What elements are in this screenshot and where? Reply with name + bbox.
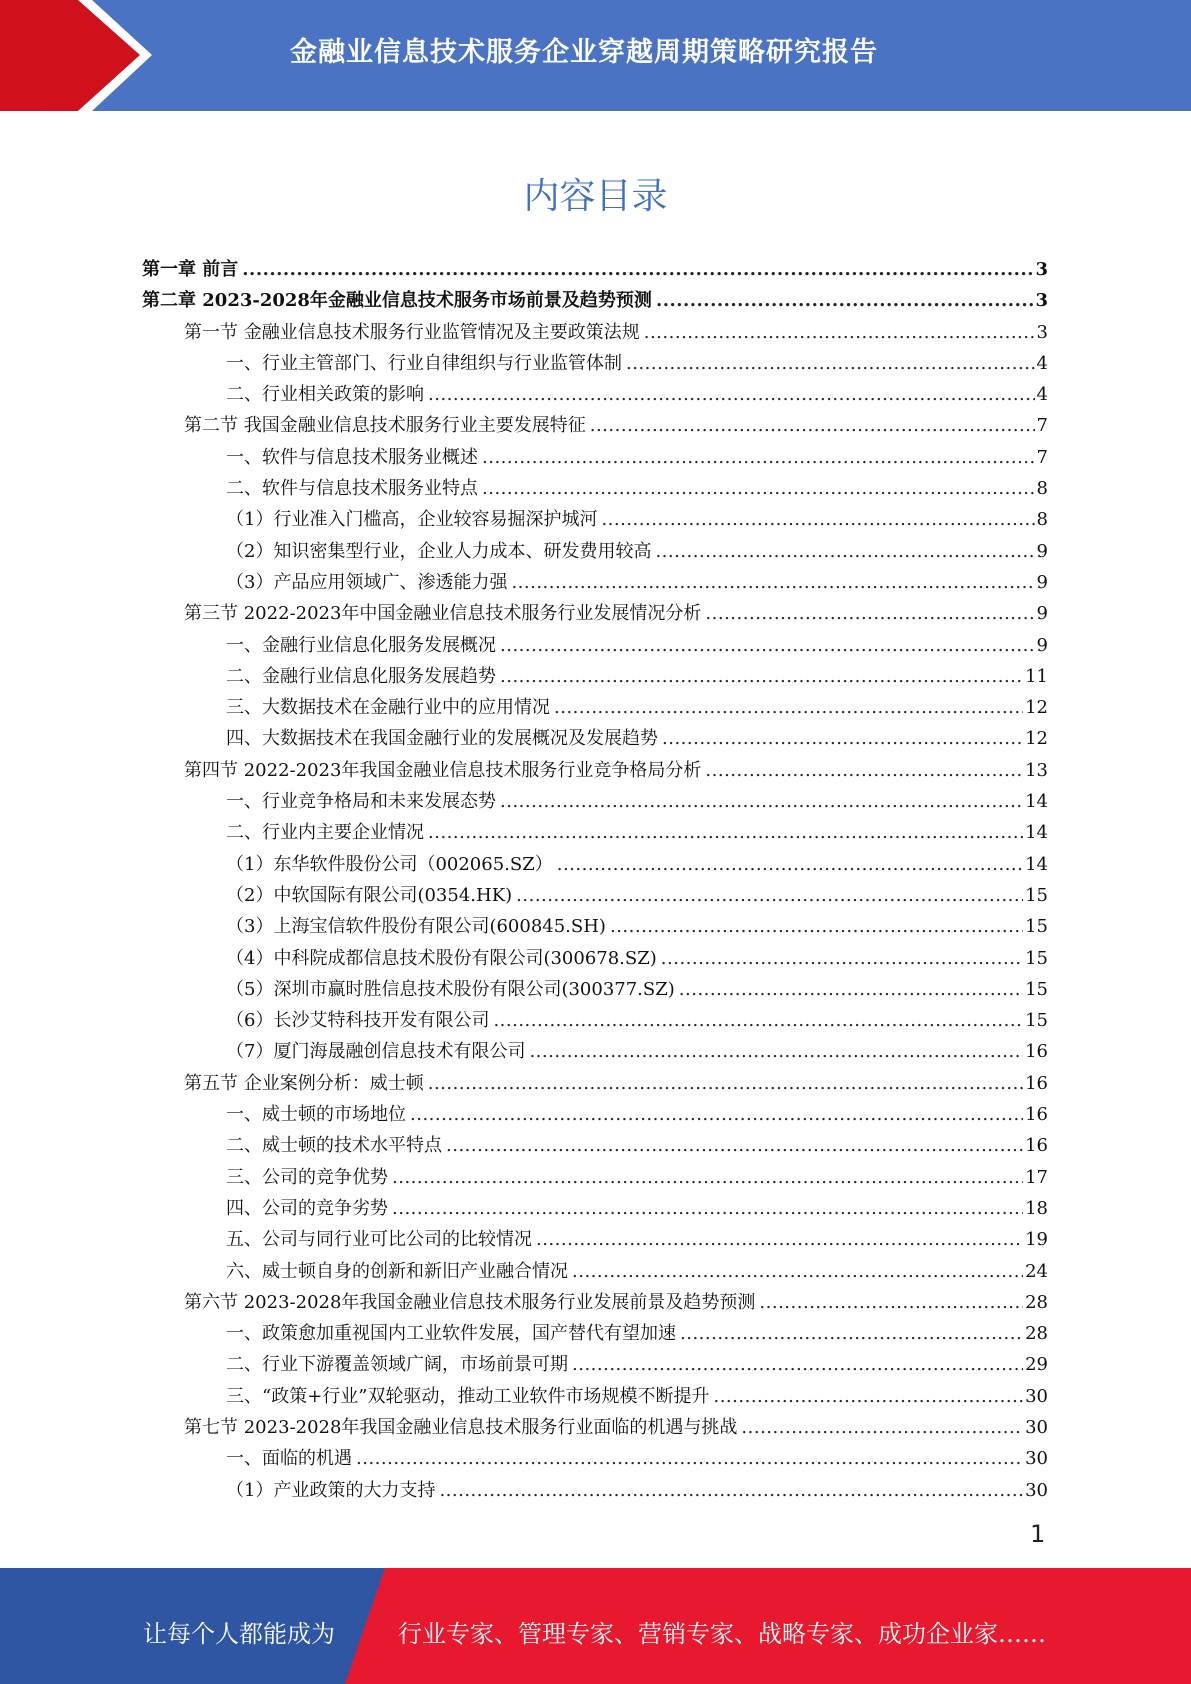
toc-entry[interactable] — [142, 882, 1048, 913]
toc-entry-text: 第二节 我国金融业信息技术服务行业主要发展特征 — [184, 415, 586, 437]
toc-entry-text: 一、面临的机遇 — [226, 1448, 352, 1470]
toc-entry[interactable] — [142, 1226, 1048, 1257]
toc-entry-text: 第六节 2023-2028年我国金融业信息技术服务行业发展前景及趋势预测 — [184, 1291, 756, 1313]
toc-dot-leader — [572, 1351, 1023, 1379]
toc-entry-text: （4）中科院成都信息技术股份有限公司(300678.SZ) — [226, 947, 657, 969]
toc-entry-page: 17 — [1025, 1166, 1048, 1188]
toc-entry-page: 14 — [1025, 822, 1048, 844]
toc-entry[interactable] — [142, 350, 1048, 381]
toc-dot-leader — [601, 506, 1034, 534]
toc-entry-text: 第七节 2023-2028年我国金融业信息技术服务行业面临的机遇与挑战 — [184, 1416, 738, 1438]
toc-entry-text: 二、金融行业信息化服务发展趋势 — [226, 665, 496, 687]
toc-entry-page: 29 — [1025, 1354, 1048, 1376]
toc-entry[interactable] — [142, 913, 1048, 944]
toc-dot-leader — [662, 725, 1023, 753]
toc-entry-page: 8 — [1036, 509, 1048, 531]
toc-entry[interactable] — [142, 1351, 1048, 1382]
toc-dot-leader — [656, 287, 1034, 315]
toc-entry[interactable] — [142, 600, 1048, 631]
toc-entry-text: （6）长沙艾特科技开发有限公司 — [226, 1010, 490, 1032]
toc-entry-page: 14 — [1025, 791, 1048, 813]
toc-dot-leader — [428, 819, 1023, 847]
toc-dot-leader — [644, 319, 1035, 347]
toc-dot-leader — [705, 600, 1034, 628]
toc-entry[interactable] — [142, 1289, 1048, 1320]
toc-title: 内容目录 — [523, 176, 668, 217]
toc-entry-text: （1）东华软件股份公司（002065.SZ） — [226, 853, 553, 875]
toc-entry[interactable] — [142, 1383, 1048, 1414]
toc-entry-text: （2）知识密集型行业，企业人力成本、研发费用较高 — [226, 540, 652, 562]
toc-dot-leader — [655, 538, 1034, 566]
toc-dot-leader — [428, 1070, 1023, 1098]
toc-entry-text: 第四节 2022-2023年我国金融业信息技术服务行业竞争格局分析 — [184, 759, 702, 781]
toc-entry-page: 13 — [1025, 759, 1048, 781]
page-number: 1 — [1030, 1520, 1046, 1548]
toc-entry-text: 六、威士顿自身的创新和新旧产业融合情况 — [226, 1260, 568, 1282]
toc-entry[interactable] — [142, 663, 1048, 694]
toc-entry-text: 一、威士顿的市场地位 — [226, 1104, 406, 1126]
footer-slogan-right: 行业专家、管理专家、营销专家、战略专家、成功企业家…… — [398, 1620, 1046, 1648]
toc-dot-leader — [439, 1477, 1023, 1505]
toc-entry-text: 一、行业竞争格局和未来发展态势 — [226, 791, 496, 813]
toc-dot-leader — [536, 1226, 1023, 1254]
toc-dot-leader — [511, 569, 1034, 597]
toc-entry[interactable] — [142, 1007, 1048, 1038]
toc-entry[interactable] — [142, 506, 1048, 537]
toc-entry-page: 4 — [1036, 352, 1048, 374]
toc-entry[interactable] — [142, 976, 1048, 1007]
toc-entry-text: （3）上海宝信软件股份有限公司(600845.SH) — [226, 916, 606, 938]
toc-dot-leader — [713, 1383, 1023, 1411]
toc-dot-leader — [392, 1164, 1023, 1192]
toc-dot-leader — [680, 1320, 1023, 1348]
toc-dot-leader — [356, 1445, 1023, 1473]
toc-entry[interactable] — [142, 757, 1048, 788]
toc-entry[interactable] — [142, 381, 1048, 412]
report-title: 金融业信息技术服务企业穿越周期策略研究报告 — [290, 37, 878, 68]
toc-entry[interactable] — [142, 1195, 1048, 1226]
toc-entry-page: 15 — [1025, 978, 1048, 1000]
toc-entry-page: 30 — [1025, 1448, 1048, 1470]
toc-entry-text: 五、公司与同行业可比公司的比较情况 — [226, 1229, 532, 1251]
toc-entry[interactable] — [142, 694, 1048, 725]
toc-entry[interactable] — [142, 1038, 1048, 1069]
toc-entry-text: 一、行业主管部门、行业自律组织与行业监管体制 — [226, 352, 622, 374]
toc-entry-text: 二、软件与信息技术服务业特点 — [226, 478, 478, 500]
toc-entry-text: 第一章 前言 — [142, 259, 239, 280]
toc-dot-leader — [392, 1195, 1023, 1223]
toc-entry-text: 二、行业相关政策的影响 — [226, 384, 424, 406]
toc-entry-page: 16 — [1025, 1041, 1048, 1063]
toc-entry-page: 4 — [1036, 384, 1048, 406]
toc-dot-leader — [741, 1414, 1023, 1442]
toc-entry[interactable] — [142, 1070, 1048, 1101]
toc-entry-text: 四、大数据技术在我国金融行业的发展概况及发展趋势 — [226, 728, 658, 750]
toc-entry-page: 7 — [1036, 415, 1048, 437]
toc-entry[interactable] — [142, 1258, 1048, 1289]
toc-entry-page: 15 — [1025, 916, 1048, 938]
toc-entry[interactable] — [142, 632, 1048, 663]
footer-slogan-left: 让每个人都能成为 — [143, 1620, 335, 1648]
toc-entry-text: 二、行业内主要企业情况 — [226, 822, 424, 844]
toc-entry[interactable] — [142, 1164, 1048, 1195]
toc-entry[interactable] — [142, 412, 1048, 443]
toc-entry-page: 30 — [1025, 1385, 1048, 1407]
header-red-arrow-icon — [0, 0, 160, 111]
toc-entry[interactable] — [142, 1101, 1048, 1132]
toc-dot-leader — [500, 632, 1035, 660]
toc-entry[interactable] — [142, 1132, 1048, 1163]
toc-entry-page: 3 — [1035, 290, 1048, 312]
toc-entry-page: 3 — [1035, 259, 1048, 280]
toc-dot-leader — [679, 976, 1023, 1004]
toc-entry-text: （1）行业准入门槛高，企业较容易掘深护城河 — [226, 509, 598, 531]
toc-entry-text: （2）中软国际有限公司(0354.HK) — [226, 884, 513, 906]
toc-entry-text: （7）厦门海晟融创信息技术有限公司 — [226, 1041, 526, 1063]
toc-entry[interactable] — [142, 475, 1048, 506]
toc-entry-text: 三、大数据技术在金融行业中的应用情况 — [226, 697, 550, 719]
toc-entry[interactable] — [142, 1320, 1048, 1351]
toc-entry-text: 二、威士顿的技术水平特点 — [226, 1135, 442, 1157]
toc-dot-leader — [572, 1258, 1023, 1286]
toc-entry[interactable] — [142, 851, 1048, 882]
toc-entry-page: 14 — [1025, 853, 1048, 875]
toc-entry[interactable] — [142, 725, 1048, 756]
toc-entry-page: 9 — [1036, 571, 1048, 593]
toc-entry[interactable] — [142, 788, 1048, 819]
toc-entry-page: 15 — [1025, 1010, 1048, 1032]
toc-dot-leader — [410, 1101, 1023, 1129]
toc-entry-page: 19 — [1025, 1229, 1048, 1251]
toc-entry[interactable] — [142, 569, 1048, 600]
toc-entry[interactable] — [142, 444, 1048, 475]
toc-dot-leader — [661, 945, 1023, 973]
toc-entry[interactable] — [142, 256, 1048, 287]
toc-dot-leader — [529, 1038, 1023, 1066]
footer-banner — [0, 1568, 1191, 1684]
toc-entry-page: 3 — [1036, 321, 1048, 343]
toc-entry[interactable] — [142, 945, 1048, 976]
toc-dot-leader — [242, 256, 1033, 284]
toc-entry[interactable] — [142, 1477, 1048, 1508]
toc-dot-leader — [482, 475, 1035, 503]
toc-entry-text: 第二章 2023-2028年金融业信息技术服务市场前景及趋势预测 — [142, 290, 652, 312]
toc-dot-leader — [500, 663, 1023, 691]
toc-dot-leader — [626, 350, 1035, 378]
toc-entry-text: 三、公司的竞争优势 — [226, 1166, 388, 1188]
toc-entry-page: 24 — [1025, 1260, 1048, 1282]
toc-entry-page: 15 — [1025, 884, 1048, 906]
toc-entry-page: 18 — [1025, 1197, 1048, 1219]
toc-entry-page: 7 — [1036, 446, 1048, 468]
toc-entry-page: 9 — [1036, 540, 1048, 562]
toc-entry-page: 9 — [1036, 634, 1048, 656]
toc-entry[interactable] — [142, 1445, 1048, 1476]
toc-entry-page: 16 — [1025, 1135, 1048, 1157]
toc-dot-leader — [705, 757, 1023, 785]
toc-entry-text: （1）产业政策的大力支持 — [226, 1479, 436, 1501]
toc-entry-page: 30 — [1025, 1479, 1048, 1501]
toc-entry[interactable] — [142, 287, 1048, 318]
toc-entry-text: 第一节 金融业信息技术服务行业监管情况及主要政策法规 — [184, 321, 640, 343]
toc-entry-text: 二、行业下游覆盖领域广阔，市场前景可期 — [226, 1354, 568, 1376]
toc-dot-leader — [554, 694, 1023, 722]
toc-entry-text: （5）深圳市赢时胜信息技术股份有限公司(300377.SZ) — [226, 978, 675, 1000]
toc-entry-page: 28 — [1025, 1323, 1048, 1345]
toc-entry-page: 16 — [1025, 1104, 1048, 1126]
toc-entry-text: 三、“政策+行业”双轮驱动，推动工业软件市场规模不断提升 — [226, 1385, 710, 1407]
toc-entry-page: 8 — [1036, 478, 1048, 500]
toc-entry-text: 第三节 2022-2023年中国金融业信息技术服务行业发展情况分析 — [184, 603, 702, 625]
table-of-contents — [142, 256, 1048, 1508]
toc-entry-text: 一、政策愈加重视国内工业软件发展，国产替代有望加速 — [226, 1323, 676, 1345]
toc-entry-text: 第五节 企业案例分析：威士顿 — [184, 1072, 424, 1094]
toc-entry-page: 28 — [1025, 1291, 1048, 1313]
toc-dot-leader — [610, 913, 1023, 941]
toc-entry-page: 12 — [1025, 728, 1048, 750]
toc-entry-text: （3）产品应用领域广、渗透能力强 — [226, 571, 508, 593]
toc-entry[interactable] — [142, 538, 1048, 569]
toc-dot-leader — [428, 381, 1035, 409]
toc-dot-leader — [590, 412, 1035, 440]
toc-entry[interactable] — [142, 1414, 1048, 1445]
toc-dot-leader — [516, 882, 1023, 910]
toc-entry-text: 一、软件与信息技术服务业概述 — [226, 446, 478, 468]
toc-entry-page: 11 — [1025, 665, 1048, 687]
toc-dot-leader — [493, 1007, 1023, 1035]
toc-entry-page: 30 — [1025, 1416, 1048, 1438]
toc-entry[interactable] — [142, 319, 1048, 350]
toc-entry-page: 12 — [1025, 697, 1048, 719]
toc-entry-page: 9 — [1036, 603, 1048, 625]
toc-entry[interactable] — [142, 819, 1048, 850]
toc-dot-leader — [482, 444, 1035, 472]
toc-dot-leader — [759, 1289, 1023, 1317]
toc-entry-text: 四、公司的竞争劣势 — [226, 1197, 388, 1219]
toc-entry-text: 一、金融行业信息化服务发展概况 — [226, 634, 496, 656]
toc-entry-page: 16 — [1025, 1072, 1048, 1094]
toc-entry-page: 15 — [1025, 947, 1048, 969]
toc-dot-leader — [557, 851, 1023, 879]
header-banner — [0, 0, 1191, 111]
toc-dot-leader — [446, 1132, 1023, 1160]
toc-dot-leader — [500, 788, 1023, 816]
